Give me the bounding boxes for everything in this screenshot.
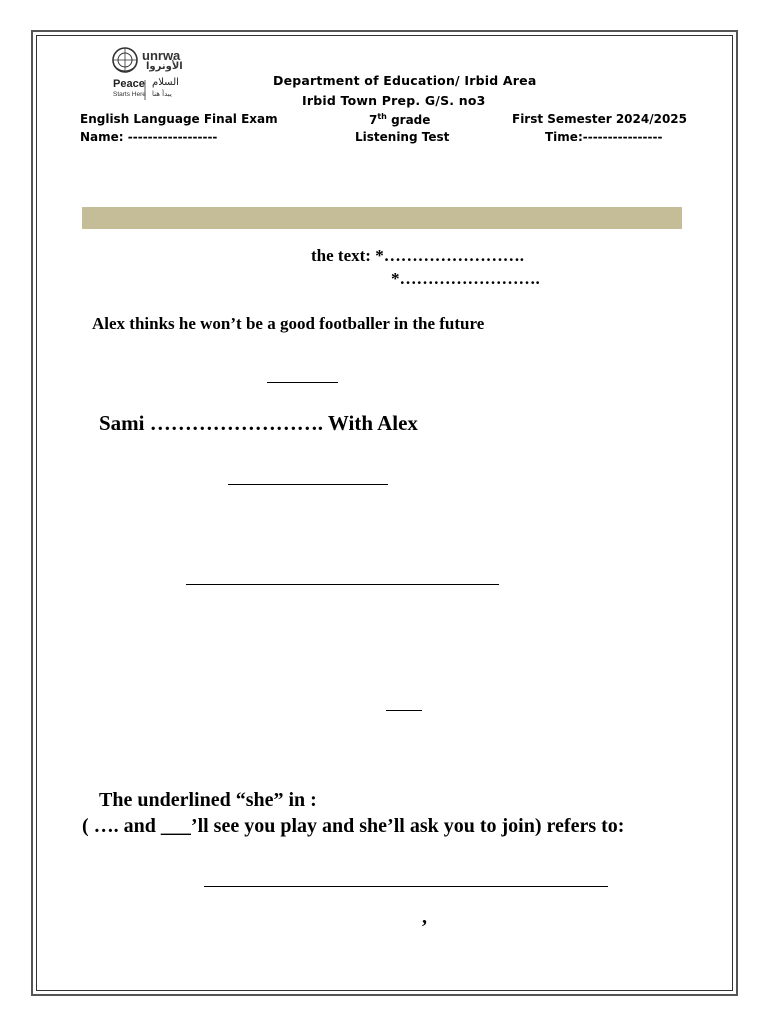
grade-suffix: th <box>377 112 387 121</box>
grade-word: grade <box>386 113 431 127</box>
starts-here-arabic: يبدأ هنا <box>152 90 172 98</box>
school-name: Irbid Town Prep. G/S. no3 <box>302 93 486 108</box>
peace-arabic: السلام <box>152 77 179 88</box>
answer-line-5[interactable] <box>204 886 608 887</box>
unrwa-latin: unrwa <box>142 48 181 63</box>
starts-here-text: Starts Here <box>113 91 146 98</box>
semester-label: First Semester 2024/2025 <box>512 112 688 126</box>
name-field[interactable]: Name: ------------------ <box>80 130 218 144</box>
question-line-2: ( …. and ___’ll see you play and she’ll ask you to join) refers to: <box>82 815 625 837</box>
exam-title: English Language Final Exam <box>80 112 278 126</box>
page-border-inner <box>36 35 733 991</box>
answer-line-1[interactable] <box>267 382 338 383</box>
peace-text: Peace <box>113 78 145 90</box>
trailing-comma: , <box>422 906 427 928</box>
statement-2: Sami ……………………. With Alex <box>99 411 418 435</box>
text-line-1: the text: *……………………. <box>311 246 524 265</box>
unrwa-arabic: الأونروا <box>146 61 183 72</box>
grade-number: 7 <box>369 113 378 127</box>
unrwa-logo <box>108 44 192 102</box>
test-type: Listening Test <box>355 130 450 144</box>
answer-line-4[interactable] <box>386 710 422 711</box>
time-field[interactable]: Time:---------------- <box>545 130 663 144</box>
text-line-2: *……………………. <box>391 269 540 288</box>
section-band <box>82 207 682 229</box>
answer-line-3[interactable] <box>186 584 499 585</box>
statement-1: Alex thinks he won’t be a good footballer in the future <box>92 314 485 333</box>
answer-line-2[interactable] <box>228 484 388 485</box>
question-line-1: The underlined “she” in : <box>99 789 317 811</box>
department-title: Department of Education/ Irbid Area <box>273 73 537 88</box>
grade-label <box>369 112 430 127</box>
